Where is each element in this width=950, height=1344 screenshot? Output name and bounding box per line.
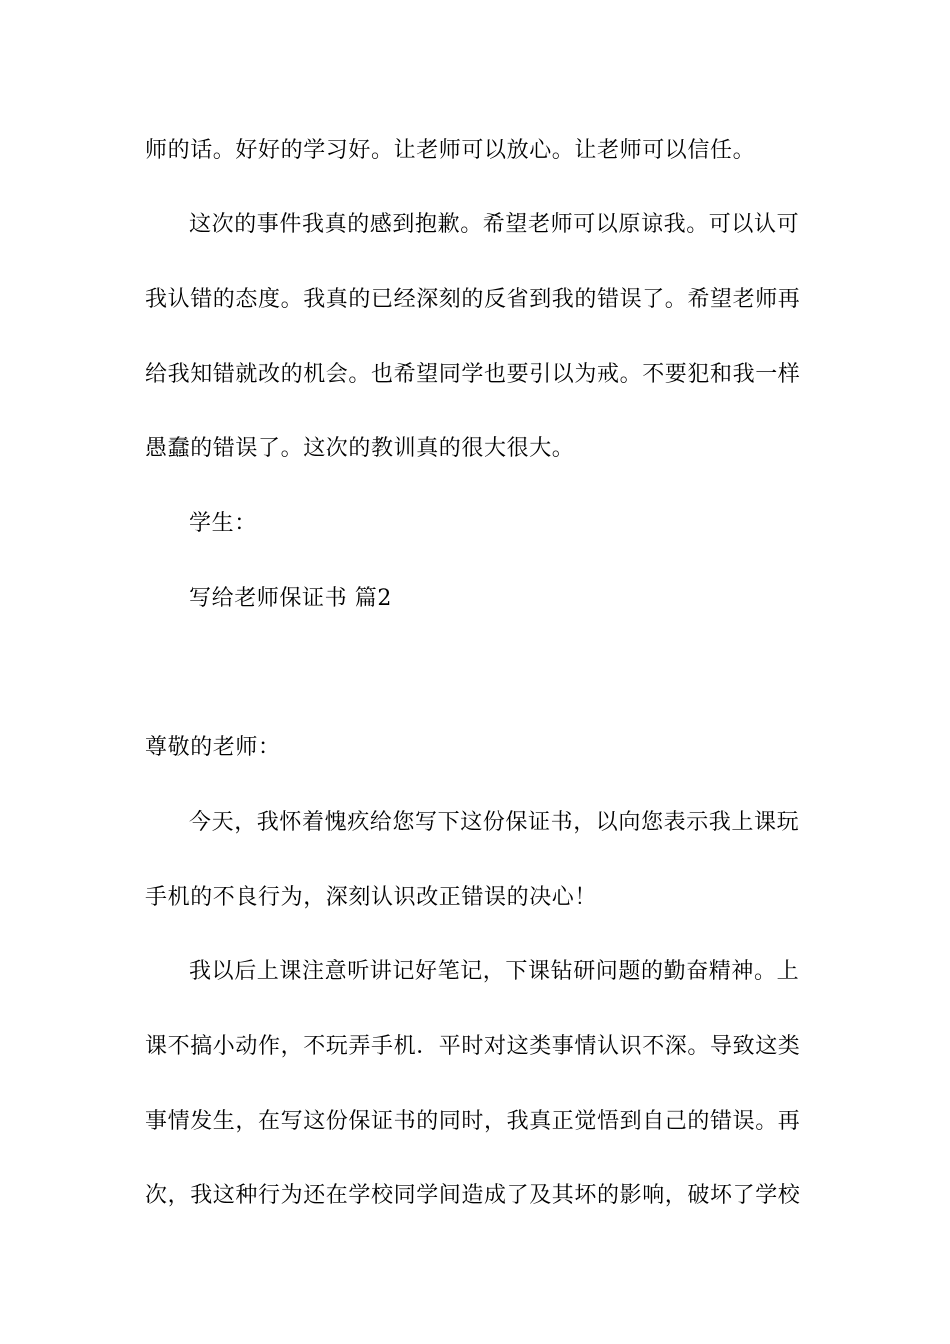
paragraph-line: 师的话。好好的学习好。让老师可以放心。让老师可以信任。 [145,138,756,163]
salutation: 尊敬的老师： [145,735,281,760]
paragraph-line: 我以后上课注意听讲记好笔记，下课钻研问题的勤奋精神。上 [189,959,800,984]
paragraph-line: 这次的事件我真的感到抱歉。希望老师可以原谅我。可以认可 [189,212,800,237]
paragraph-line: 课不搞小动作，不玩弄手机．平时对这类事情认识不深。导致这类 [145,1034,801,1059]
paragraph-line: 给我知错就改的机会。也希望同学也要引以为戒。不要犯和我一样 [145,362,801,387]
paragraph-line: 事情发生，在写这份保证书的同时，我真正觉悟到自己的错误。再 [145,1109,801,1134]
paragraph-line: 我认错的态度。我真的已经深刻的反省到我的错误了。希望老师再 [145,287,801,312]
paragraph-line: 手机的不良行为，深刻认识改正错误的决心！ [145,885,598,910]
signature-label: 学生： [189,511,257,536]
paragraph-line: 次，我这种行为还在学校同学间造成了及其坏的影响，破坏了学校 [145,1183,801,1208]
paragraph-line: 愚蠢的错误了。这次的教训真的很大很大。 [145,436,575,461]
section-heading: 写给老师保证书 篇2 [189,586,392,611]
paragraph-line: 今天，我怀着愧疚给您写下这份保证书，以向您表示我上课玩 [189,810,800,835]
